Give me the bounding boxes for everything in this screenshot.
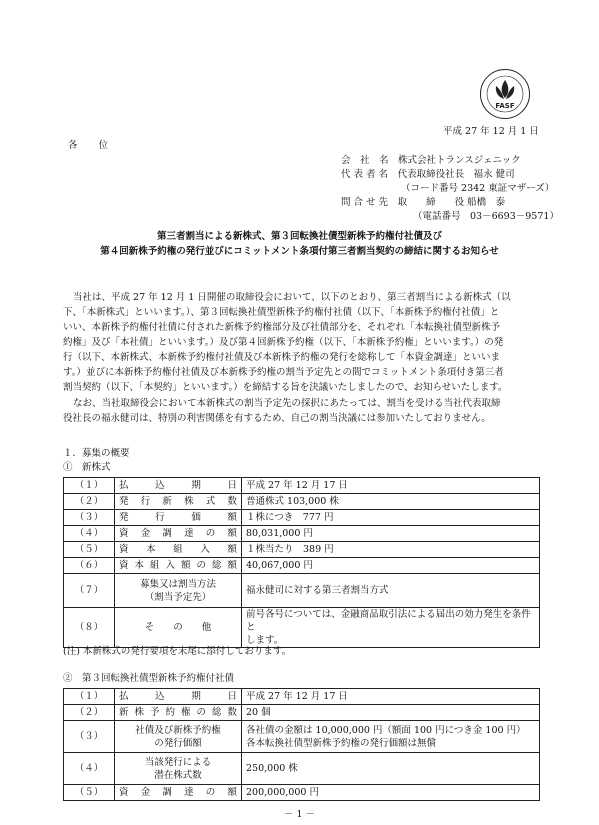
subsection-convertible-bonds: ② 第３回転換社債型新株予約権付社債	[63, 673, 235, 684]
subsection-new-shares: ① 新株式	[63, 462, 111, 473]
fasf-logo	[479, 68, 531, 120]
section-heading: １．募集の概要	[63, 448, 130, 459]
table-row: （３） 社債及び新株予約権 の発行価額 各社債の金額は 10,000,000 円（額面 100 円につき金 100 円） 各本転換社債型新株予約権の発行価額は無償	[64, 721, 540, 753]
contact: 取 締 役 船橋 泰	[397, 197, 506, 208]
body-paragraph-1: 当社は、平成 27 年 12 月 1 日開催の取締役会において、以下のとおり、第三者割当による新株式（以 下、「本新株式」といいます。）、第３回転換社債型新株予約権付社債（以下、「本新株予約権付社債」と いい、本新株予約権付社債に付された新株予約権部分及び社債部分を、それぞれ「本転換社債型新株予 約権」及び「本社債」といいます。）及び第４回新株予約権（以下、「本新株予約権」といいます。）の発 行（以下、本新株式、本新株予約権付社債及び本新株予約権の発行を総称して「本資金調達」といいま す。）並びに本新株予約権付社債及び本新株予約権の割当予定先との間でコミットメント条項付き第三者 割当契約（以下、「本契約」といいます。）を締結する旨を決議いたしましたので、お知らせいたします。	[63, 292, 511, 393]
page-number: － 1 －	[283, 809, 316, 820]
table-note: (注) 本新株式の発行要項を末尾に添付しております。	[63, 646, 292, 657]
document-title	[0, 229, 599, 259]
table-row: （２） 新株予約権の総数 20 個	[64, 705, 540, 721]
table-row: （１） 払込期日 平成 27 年 12 月 17 日	[64, 689, 540, 705]
release-date: 平成 27 年 12 月 1 日	[443, 126, 539, 137]
title-line-1: 第三者割当による新株式、第３回転換社債型新株予約権付社債及び	[156, 231, 442, 242]
company-name-label: 会 社 名	[341, 155, 389, 166]
company-info	[341, 154, 571, 224]
addressee: 各 位	[68, 140, 118, 151]
table-row: （１） 払込期日 平成 27 年 12 月 17 日	[64, 478, 540, 494]
table-row: （５） 資金調達の額 200,000,000 円	[64, 785, 540, 801]
stock-code: （コード番号 2342 東証マザーズ）	[401, 183, 555, 194]
table-row: （３） 発行価額 １株につき 777 円	[64, 510, 540, 526]
table-row: （８） そ の 他 前号各号については、金融商品取引法による届出の効力発生を条件と します。	[64, 608, 540, 648]
phone-number: （電話番号 03－6693－9571）	[413, 211, 559, 222]
table-row: （２） 発行新株式数 普通株式 103,000 株	[64, 494, 540, 510]
table-row: （７） 募集又は割当方法 （割当予定先） 福永健司に対する第三者割当方式	[64, 574, 540, 608]
representative-label: 代 表 者 名	[341, 169, 389, 180]
table-row: （４） 当該発行による 潜在株式数 250,000 株	[64, 753, 540, 785]
title-line-2: 第４回新株予約権の発行並びにコミットメント条項付第三者割当契約の締結に関するお知らせ	[100, 246, 499, 257]
table-row: （４） 資金調達の額 80,031,000 円	[64, 526, 540, 542]
new-shares-table	[63, 477, 540, 648]
body-paragraph-2: なお、当社取締役会において本新株式の割当予定先の採択にあたっては、割当を受ける当社代表取締 役社長の福永健司は、特別の利害関係を有するため、自己の割当決議には参加いたしておりません。	[63, 398, 501, 424]
svg-text:FASF: FASF	[495, 102, 515, 110]
representative: 代表取締役社長 福永 健司	[397, 169, 515, 180]
convertible-bonds-table	[63, 688, 540, 801]
table-row: （６） 資本組入額の総額 40,067,000 円	[64, 558, 540, 574]
contact-label: 問 合 せ 先	[341, 197, 389, 208]
table-row: （５） 資本組入額 １株当たり 389 円	[64, 542, 540, 558]
company-name: 株式会社トランスジェニック	[398, 155, 521, 166]
